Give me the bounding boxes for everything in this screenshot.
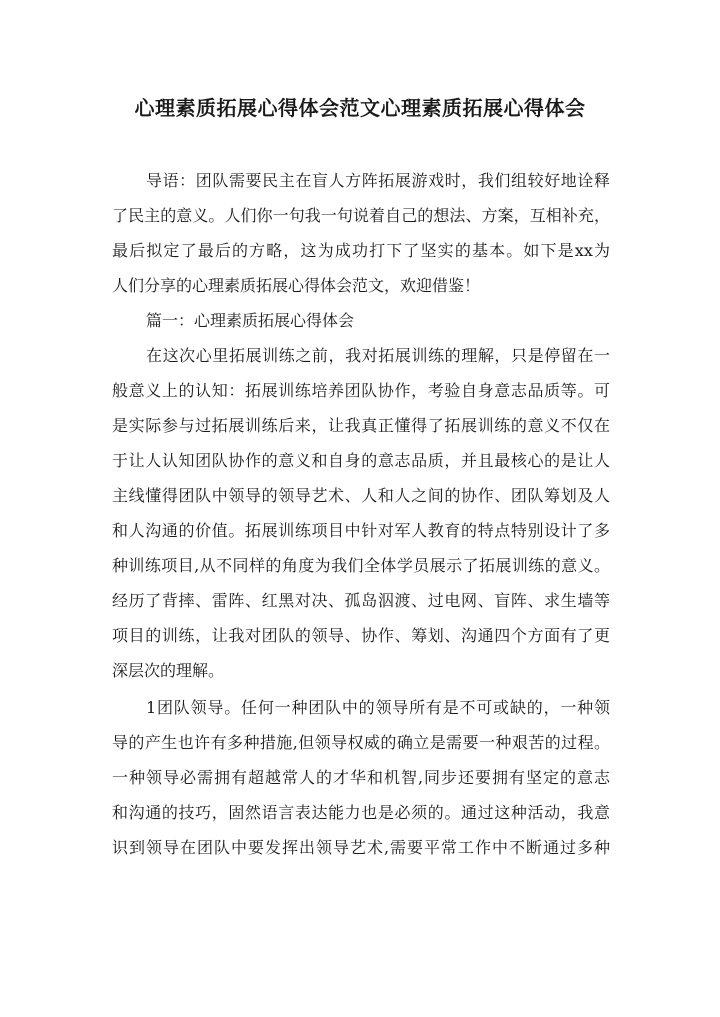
paragraph-line: 识到领导在团队中要发挥出领导艺术,需要平常工作中不断通过多种: [112, 838, 610, 857]
document-title: 心理素质拓展心得体会范文心理素质拓展心得体会: [134, 96, 586, 120]
paragraph-line: 一种领导必需拥有超越常人的才华和机智,同步还要拥有坚定的意志: [112, 768, 610, 787]
paragraph-line: 导的产生也许有多种措施,但领导权威的确立是需要一种艰苦的过程。: [112, 733, 610, 752]
paragraph-line: 于让人认知团队协作的意义和自身的意志品质，并且最核心的是让人: [112, 451, 610, 470]
paragraph-line: 和沟通的技巧，固然语言表达能力也是必须的。通过这种活动，我意: [112, 803, 610, 822]
paragraph-line: 主线懂得团队中领导的领导艺术、人和人之间的协作、团队筹划及人: [112, 486, 610, 505]
paragraph-line: 经历了背摔、雷阵、红黑对决、孤岛泅渡、过电网、盲阵、求生墙等: [112, 591, 610, 610]
paragraph-line: 人们分享的心理素质拓展心得体会范文，欢迎借鉴！: [112, 276, 481, 295]
paragraph-line: 深层次的理解。: [112, 661, 225, 680]
paragraph-line: 导语：团队需要民主在盲人方阵拓展游戏时，我们组较好地诠释: [146, 171, 610, 190]
paragraph-line: 种训练项目,从不同样的角度为我们全体学员展示了拓展训练的意义。: [112, 556, 610, 575]
paragraph-line: 最后拟定了最后的方略，这为成功打下了坚实的基本。如下是xx为: [112, 241, 610, 260]
paragraph-line: 1团队领导。任何一种团队中的领导所有是不可或缺的，一种领: [146, 698, 610, 717]
paragraph-line: 和人沟通的价值。拓展训练项目中针对军人教育的特点特别设计了多: [112, 521, 610, 540]
paragraph-line: 是实际参与过拓展训练后来，让我真正懂得了拓展训练的意义不仅在: [112, 416, 610, 435]
paragraph-line: 在这次心里拓展训练之前，我对拓展训练的理解，只是停留在一: [146, 346, 610, 365]
document-body: [112, 163, 610, 865]
section-heading: 篇一：心理素质拓展心得体会: [146, 311, 355, 330]
paragraph-line: 般意义上的认知：拓展训练培养团队协作，考验自身意志品质等。可: [112, 381, 610, 400]
paragraph-line: 项目的训练，让我对团队的领导、协作、筹划、沟通四个方面有了更: [112, 626, 610, 645]
paragraph-line: 了民主的意义。人们你一句我一句说着自己的想法、方案，互相补充，: [112, 206, 610, 225]
